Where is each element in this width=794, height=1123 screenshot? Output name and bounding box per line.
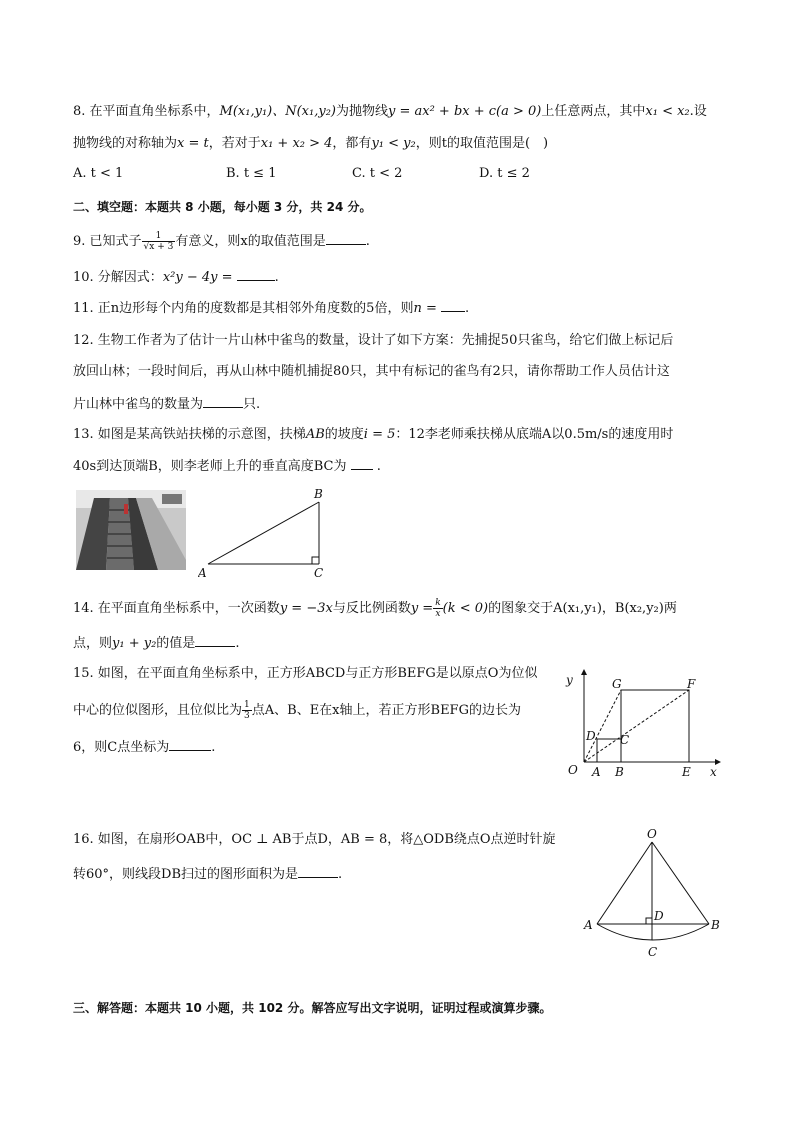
q16-label-b: B bbox=[711, 918, 720, 932]
q15-answer-blank[interactable] bbox=[169, 736, 211, 751]
q15-label-d: D bbox=[586, 729, 596, 743]
q16-label-a: A bbox=[584, 918, 593, 932]
q13-triangle-diagram bbox=[198, 484, 333, 580]
escalator-photo bbox=[76, 490, 186, 570]
q12-answer-blank[interactable] bbox=[203, 393, 243, 408]
q16-label-o: O bbox=[647, 828, 657, 841]
q8-option-d: D. t ≤ 2 bbox=[479, 166, 530, 181]
q12-line3: 片山林中雀鸟的数量为 只. bbox=[73, 393, 260, 415]
section-3-heading: 三、解答题：本题共 10 小题，共 102 分。解答应写出文字说明，证明过程或演算步骤。 bbox=[73, 1001, 552, 1015]
q15-label-g: G bbox=[612, 677, 622, 691]
q9-answer-blank[interactable] bbox=[326, 230, 366, 245]
q16-answer-blank[interactable] bbox=[298, 863, 338, 878]
q15-label-y: y bbox=[566, 673, 573, 687]
q15-fraction: $\frac{1}{3}$ bbox=[244, 700, 250, 721]
q10-answer-blank[interactable] bbox=[237, 266, 275, 281]
q15-line2: 中心的位似图形，且位似比为 $\frac{1}{3}$ 点A、B、E在x轴上，若正方形BEFG的边长为 bbox=[73, 700, 521, 721]
q15-label-e: E bbox=[682, 765, 691, 779]
q8-option-b: B. t ≤ 1 bbox=[226, 166, 277, 181]
q16-line1: 16. 如图，在扇形OAB中，OC ⊥ AB于点D，AB = 8，将△ODB绕点O点逆时针旋 bbox=[73, 832, 556, 847]
q15-label-o: O bbox=[568, 763, 578, 777]
q10: 10. 分解因式：x²y − 4y = . bbox=[73, 266, 279, 288]
q12-line1: 12. 生物工作者为了估计一片山林中雀鸟的数量，设计了如下方案：先捕捉50只雀鸟，给它们做上标记后 bbox=[73, 333, 674, 348]
q15-line1: 15. 如图，在平面直角坐标系中，正方形ABCD与正方形BEFG是以原点O为位似 bbox=[73, 666, 538, 681]
q13-line2: 40s到达顶端B，则李老师上升的垂直高度BC为 . bbox=[73, 455, 381, 477]
q15-label-c: C bbox=[620, 733, 630, 747]
q12-line2: 放回山林；一段时间后，再从山林中随机捕捉80只，其中有标记的雀鸟有2只，请你帮助工作人员估计这 bbox=[73, 364, 670, 379]
q15-label-x: x bbox=[710, 765, 717, 779]
q16-label-d: D bbox=[654, 909, 664, 923]
q16-line2: 转60°，则线段DB扫过的图形面积为是 . bbox=[73, 863, 342, 885]
q15-label-f: F bbox=[687, 677, 696, 691]
q15-label-b: B bbox=[615, 765, 624, 779]
q9: 9. 已知式子 $\frac{1}{√x + 3}$ 有意义，则x的取值范围是 . bbox=[73, 231, 370, 252]
q14-line2: 点，则y₁ + y₂的值是 . bbox=[73, 632, 239, 654]
q13-line1: 13. 如图是某高铁站扶梯的示意图，扶梯AB的坡度i = 5：12李老师乘扶梯从底端A以0.5m/s的速度用时 bbox=[73, 427, 674, 442]
q8-line1: 8. 在平面直角坐标系中，M(x₁,y₁)、N(x₁,y₂)为抛物线y = ax² + bx + c(a > 0)上任意两点，其中x₁ < x₂.设 bbox=[73, 104, 707, 119]
q16-label-c: C bbox=[648, 945, 658, 959]
q8-option-c: C. t < 2 bbox=[352, 166, 403, 181]
q8-option-a: A. t < 1 bbox=[73, 166, 124, 181]
q14-answer-blank[interactable] bbox=[195, 632, 235, 647]
q16-sector-diagram bbox=[580, 828, 728, 964]
q13-label-c: C bbox=[314, 566, 324, 580]
q15-line3: 6，则C点坐标为 . bbox=[73, 736, 215, 758]
q15-label-a: A bbox=[592, 765, 601, 779]
q14-line1: 14. 在平面直角坐标系中，一次函数y = −3x与反比例函数y = $\frac{k}{x}$ (k < 0)的图象交于A(x₁,y₁)，B(x₂,y₂)两 bbox=[73, 598, 677, 619]
section-2-heading: 二、填空题：本题共 8 小题，每小题 3 分，共 24 分。 bbox=[73, 200, 372, 214]
q11-answer-blank[interactable] bbox=[441, 297, 465, 312]
q13-answer-blank[interactable] bbox=[351, 455, 373, 470]
q9-fraction: $\frac{1}{√x + 3}$ bbox=[143, 231, 174, 252]
q11: 11. 正n边形每个内角的度数都是其相邻外角度数的5倍，则n = . bbox=[73, 297, 469, 319]
q14-fraction: $\frac{k}{x}$ bbox=[435, 598, 441, 619]
q15-coordinate-diagram bbox=[560, 664, 726, 780]
q13-label-b: B bbox=[314, 487, 323, 501]
q13-label-a: A bbox=[198, 566, 207, 580]
q8-line2: 抛物线的对称轴为x = t，若对于x₁ + x₂ > 4，都有y₁ < y₂，则t的取值范围是( ) bbox=[73, 136, 549, 151]
